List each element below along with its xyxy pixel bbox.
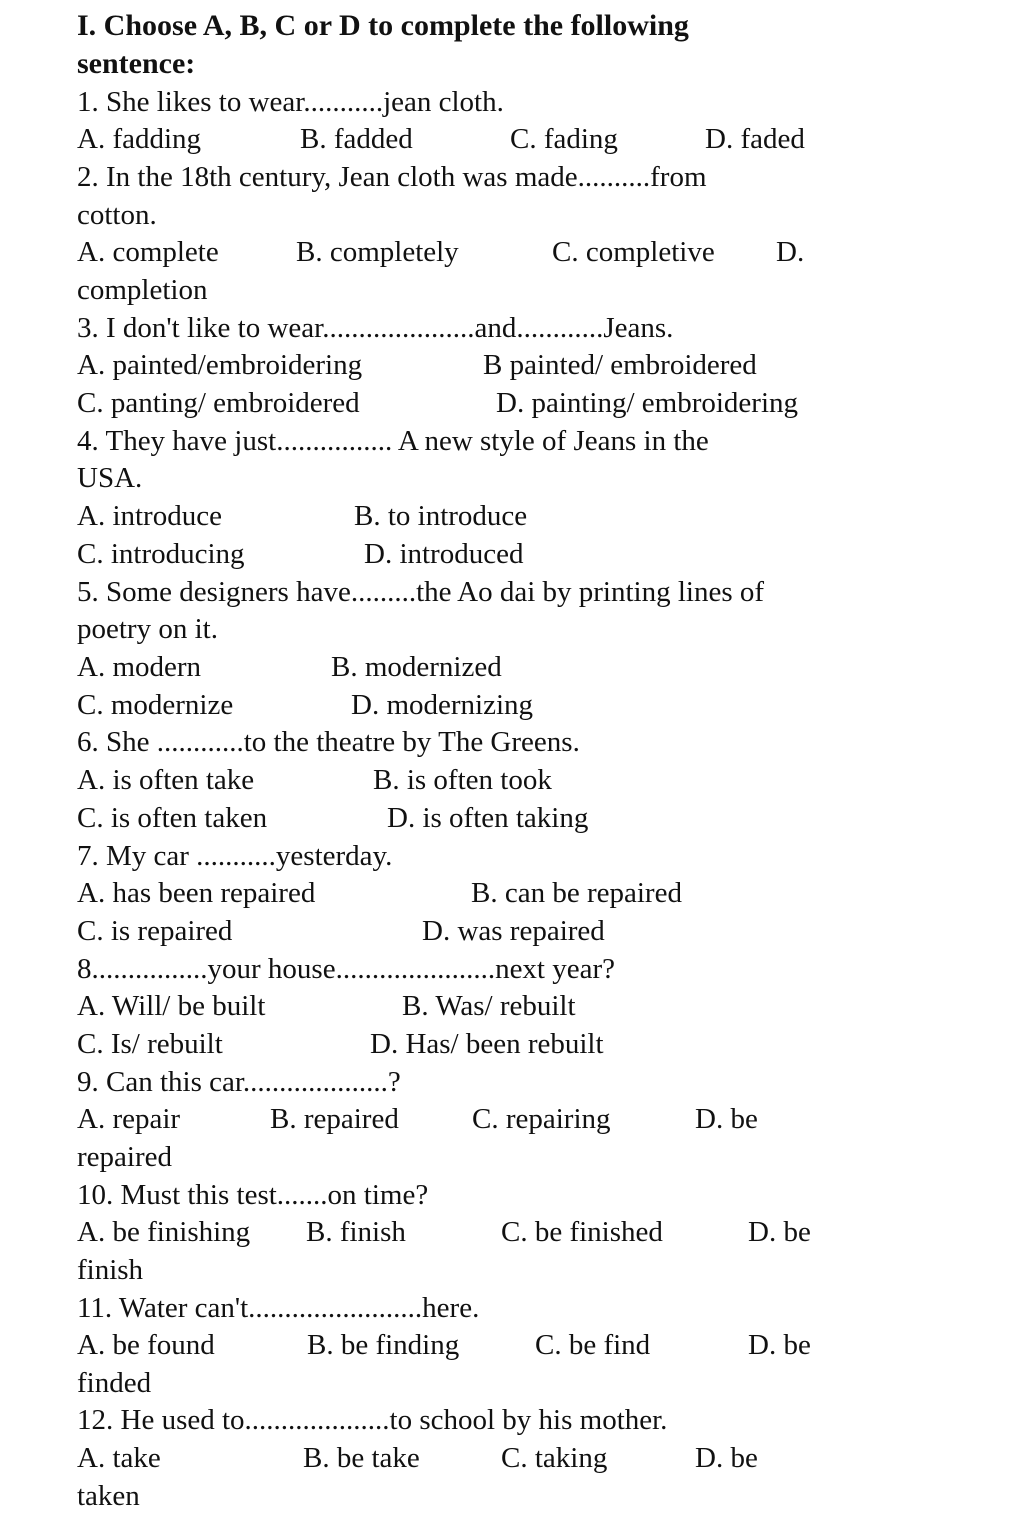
question-6-option-c: C. is often taken	[77, 802, 268, 834]
question-10-option-a: A. be finishing	[77, 1216, 251, 1248]
question-10-option-b: B. finish	[306, 1216, 406, 1248]
question-5-option-c: C. modernize	[77, 689, 234, 721]
question-3-option-c: C. panting/ embroidered	[77, 387, 360, 419]
question-4-option-b: B. to introduce	[354, 500, 528, 532]
section-heading-line-2: sentence:	[77, 47, 196, 80]
question-11-option-a: A. be found	[77, 1329, 215, 1361]
question-2-stem-line-1: 2. In the 18th century, Jean cloth was made..........from	[77, 161, 707, 193]
question-1-stem: 1. She likes to wear...........jean cloth.	[77, 86, 504, 118]
question-5-option-d: D. modernizing	[351, 689, 534, 721]
question-11-option-c: C. be find	[535, 1329, 651, 1361]
question-12-option-d: D. be	[695, 1442, 758, 1474]
question-9-option-c: C. repairing	[472, 1103, 611, 1135]
question-5-stem-line-2: poetry on it.	[77, 613, 218, 645]
question-11-option-d: D. be	[748, 1329, 811, 1361]
question-7-option-c: C. is repaired	[77, 915, 233, 947]
question-8-option-a: A. Will/ be built	[77, 990, 266, 1022]
question-6-option-b: B. is often took	[373, 764, 552, 796]
question-10-option-c: C. be finished	[501, 1216, 663, 1248]
question-12-option-d-wrap: taken	[77, 1480, 140, 1512]
question-9-option-a: A. repair	[77, 1103, 181, 1135]
question-1-option-b: B. fadded	[300, 123, 413, 155]
question-8-stem: 8................your house......................next year?	[77, 953, 616, 985]
question-7-stem: 7. My car ...........yesterday.	[77, 840, 393, 872]
question-7-option-b: B. can be repaired	[471, 877, 682, 909]
question-3-option-d: D. painting/ embroidering	[496, 387, 799, 419]
question-6-option-a: A. is often take	[77, 764, 255, 796]
question-9-option-d-wrap: repaired	[77, 1141, 172, 1173]
question-8-option-b: B. Was/ rebuilt	[402, 990, 576, 1022]
question-8-option-c: C. Is/ rebuilt	[77, 1028, 223, 1060]
question-12-option-c: C. taking	[501, 1442, 608, 1474]
question-11-option-d-wrap: finded	[77, 1367, 152, 1399]
question-10-option-d: D. be	[748, 1216, 811, 1248]
question-6-option-d: D. is often taking	[387, 802, 589, 834]
question-9-option-b: B. repaired	[270, 1103, 399, 1135]
question-5-option-a: A. modern	[77, 651, 202, 683]
question-1-option-c: C. fading	[510, 123, 618, 155]
question-4-option-a: A. introduce	[77, 500, 222, 532]
question-1-option-a: A. fadding	[77, 123, 202, 155]
question-5-stem-line-1: 5. Some designers have.........the Ao dai by printing lines of	[77, 576, 765, 608]
question-12-stem: 12. He used to....................to school by his mother.	[77, 1404, 668, 1436]
question-4-option-d: D. introduced	[364, 538, 524, 570]
question-2-stem-line-2: cotton.	[77, 199, 157, 231]
question-2-option-a: A. complete	[77, 236, 219, 268]
question-1-option-d: D. faded	[705, 123, 805, 155]
question-2-option-d: D.	[776, 236, 805, 268]
question-4-stem-line-1: 4. They have just................ A new style of Jeans in the	[77, 425, 709, 457]
question-4-stem-line-2: USA.	[77, 462, 143, 494]
question-5-option-b: B. modernized	[331, 651, 502, 683]
question-4-option-c: C. introducing	[77, 538, 245, 570]
question-9-option-d: D. be	[695, 1103, 758, 1135]
question-2-option-b: B. completely	[296, 236, 459, 268]
question-7-option-a: A. has been repaired	[77, 877, 316, 909]
question-3-option-a: A. painted/embroidering	[77, 349, 363, 381]
question-12-option-b: B. be take	[303, 1442, 420, 1474]
question-10-stem: 10. Must this test.......on time?	[77, 1179, 429, 1211]
question-12-option-a: A. take	[77, 1442, 161, 1474]
question-9-stem: 9. Can this car....................?	[77, 1066, 401, 1098]
question-11-option-b: B. be finding	[307, 1329, 460, 1361]
question-2-option-c: C. completive	[552, 236, 715, 268]
question-2-option-d-wrap: completion	[77, 274, 208, 306]
question-6-stem: 6. She ............to the theatre by The Greens.	[77, 726, 580, 758]
question-11-stem: 11. Water can't........................here.	[77, 1292, 480, 1324]
question-7-option-d: D. was repaired	[422, 915, 605, 947]
question-8-option-d: D. Has/ been rebuilt	[370, 1028, 604, 1060]
question-10-option-d-wrap: finish	[77, 1254, 144, 1286]
question-3-option-b: B painted/ embroidered	[483, 349, 757, 381]
section-heading-line-1: I. Choose A, B, C or D to complete the following	[77, 9, 689, 42]
question-3-stem: 3. I don't like to wear.....................and............Jeans.	[77, 312, 674, 344]
